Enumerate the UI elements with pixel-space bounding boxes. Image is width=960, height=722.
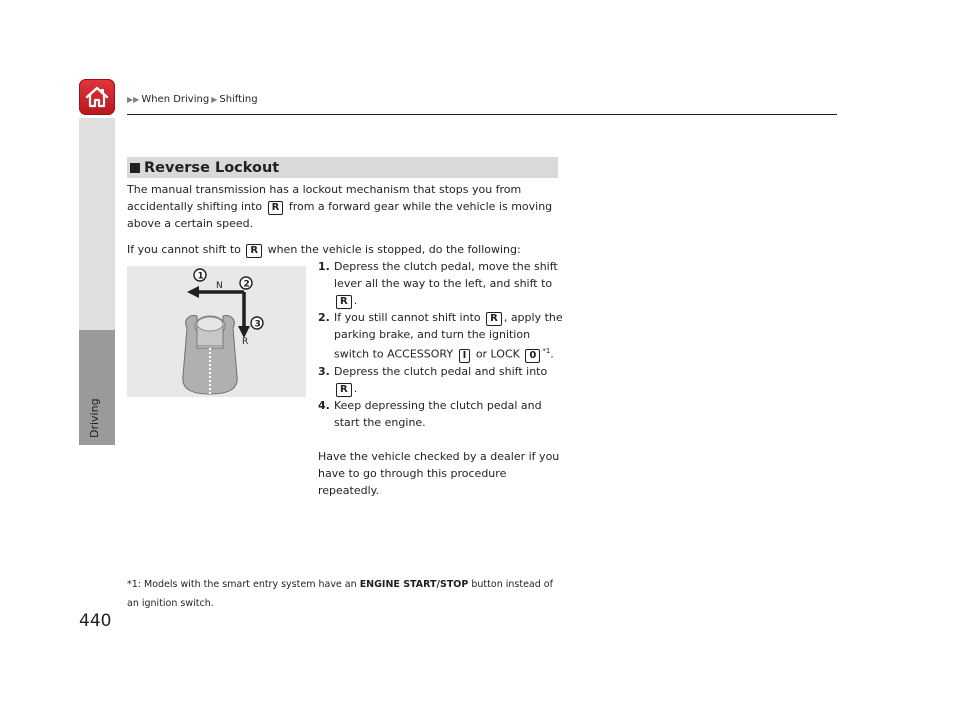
- shift-lever-illustration: [127, 266, 306, 397]
- footnote-bold: ENGINE START/STOP: [359, 579, 469, 590]
- figure-label-n: N: [216, 281, 223, 291]
- step-number: 2.: [318, 311, 330, 324]
- gear-indicator-r: R: [336, 295, 352, 309]
- step-text-a: Depress the clutch pedal, move the shift lever all the way to the left, and shift to: [334, 260, 558, 290]
- step-text-b: .: [353, 381, 358, 395]
- step-text: Keep depressing the clutch pedal and start the engine.: [334, 398, 542, 429]
- home-icon: [83, 83, 111, 111]
- breadcrumb-item-shifting[interactable]: Shifting: [219, 94, 258, 105]
- cannot-shift-text-2: when the vehicle is stopped, do the following:: [267, 243, 521, 256]
- step-text-a: If you still cannot shift into: [334, 311, 481, 324]
- step-text-b: .: [353, 294, 358, 307]
- triangle-right-icon: ▶▶: [127, 95, 140, 104]
- step-number: 3.: [318, 364, 330, 378]
- footnote-ref[interactable]: *1: [542, 347, 551, 355]
- intro-text-1: The manual transmission has a lockout mechanism that stops you from accidentally shifting into: [127, 183, 522, 213]
- step-text: [334, 258, 563, 309]
- figure-label-r: R: [242, 337, 249, 347]
- intro-text-2: from a forward gear while the vehicle is moving above a certain speed.: [127, 200, 553, 230]
- step-3: [318, 363, 563, 397]
- procedure-steps: [318, 258, 563, 499]
- section-heading: [127, 157, 558, 178]
- step-text-c: or LOCK: [475, 347, 520, 361]
- callout-1: 1: [197, 271, 204, 282]
- step-2: [318, 309, 563, 363]
- step-4: [318, 397, 563, 431]
- home-button[interactable]: [79, 79, 115, 115]
- square-bullet-icon: [130, 163, 140, 173]
- gear-indicator-r: R: [246, 244, 262, 258]
- shift-lever-diagram: [127, 266, 306, 397]
- step-text: [334, 363, 563, 397]
- step-text: [334, 309, 563, 363]
- step-1: [318, 258, 563, 309]
- closing-paragraph: Have the vehicle checked by a dealer if you have to go through this procedure repeatedly.: [318, 449, 560, 497]
- cannot-shift-text-1: If you cannot shift to: [127, 243, 241, 256]
- breadcrumb-item-when-driving[interactable]: When Driving: [141, 94, 210, 105]
- step-number: 4.: [318, 398, 330, 412]
- ignition-indicator-i: I: [459, 349, 471, 363]
- page-number: 440: [79, 611, 112, 631]
- step-text-d: .: [550, 347, 554, 361]
- ignition-indicator-0: 0: [525, 349, 540, 363]
- callout-3: 3: [254, 319, 261, 330]
- step-text-b: , apply the parking brake, and turn the ignition switch to ACCESSORY: [334, 311, 563, 361]
- section-title: Reverse Lockout: [144, 159, 280, 176]
- intro-paragraph: [127, 181, 559, 232]
- gear-indicator-r: R: [268, 201, 284, 215]
- gear-indicator-r: R: [486, 312, 502, 326]
- callout-2: 2: [243, 279, 250, 290]
- gear-indicator-r: R: [336, 383, 352, 397]
- footnote-text-1: *1: Models with the smart entry system have an: [127, 579, 357, 590]
- step-text-a: Depress the clutch pedal and shift into: [334, 364, 548, 378]
- footnote: [127, 575, 567, 613]
- footnote-text-2: button instead of an ignition switch.: [127, 579, 553, 609]
- cannot-shift-paragraph: [127, 241, 559, 258]
- breadcrumb: [127, 94, 258, 105]
- step-number: 1.: [318, 260, 330, 273]
- header-divider: [127, 114, 837, 115]
- sidebar-label: Driving: [88, 398, 101, 438]
- sidebar-tab-background: [79, 118, 115, 330]
- triangle-right-icon: ▶: [211, 95, 218, 104]
